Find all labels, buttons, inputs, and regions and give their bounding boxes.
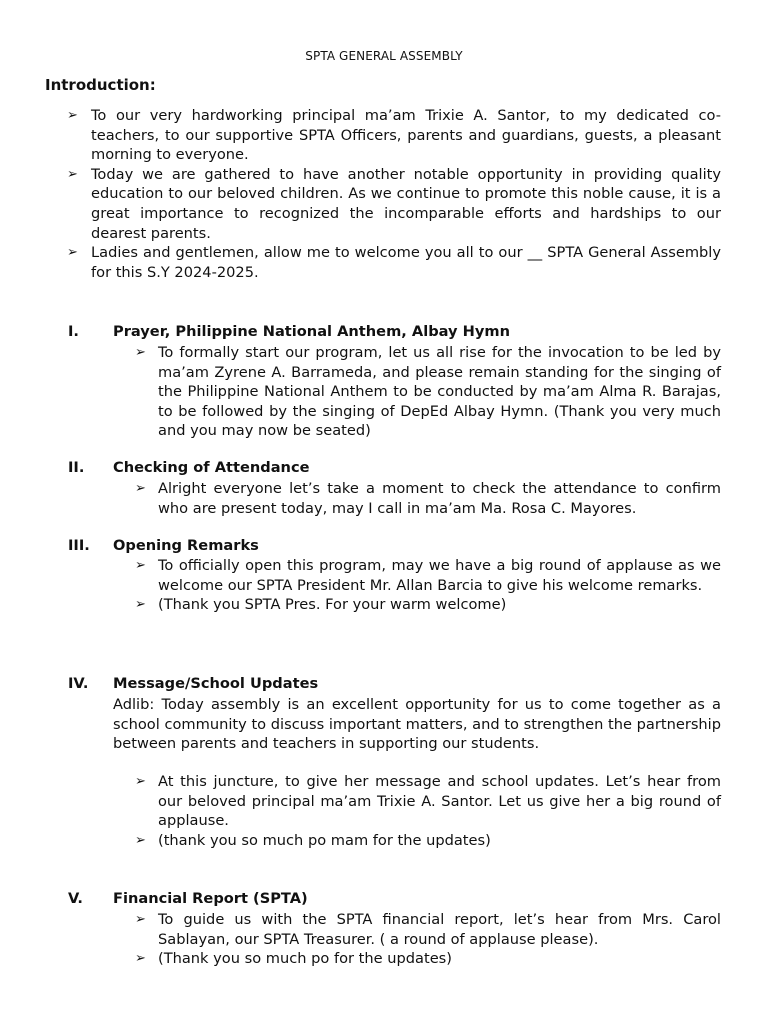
arrowhead-bullet-icon: ➢ bbox=[135, 774, 146, 789]
arrowhead-bullet-icon: ➢ bbox=[67, 166, 78, 182]
list-item-text: Today we are gathered to have another notable opportunity in providing quality education to our beloved children. As we continue to promote this noble cause, it is a great importance to recognized the incomparable efforts and hardships to our dearest parents. bbox=[91, 165, 721, 242]
list-item-text: To guide us with the SPTA financial report, let’s hear from Mrs. Carol Sablayan, our SPTA Treasurer. ( a round of applause please). bbox=[158, 911, 721, 948]
section-title: Message/School Updates bbox=[113, 675, 319, 692]
list-item bbox=[135, 479, 721, 518]
section-title: Checking of Attendance bbox=[113, 459, 310, 476]
section-number: II. bbox=[68, 459, 85, 476]
section-3-list bbox=[135, 556, 721, 615]
list-item-text: To formally start our program, let us all rise for the invocation to be led by ma’am Zyrene A. Barrameda, and please remain standing for the singing of the Philippine National Anthem to be conducted by ma’am Alma R. Barajas, to be followed by the singing of DepEd Albay Hymn. (Thank you very much and you may now be seated) bbox=[158, 344, 721, 440]
arrowhead-bullet-icon: ➢ bbox=[67, 245, 78, 261]
section-title: Opening Remarks bbox=[113, 537, 259, 554]
arrowhead-bullet-icon: ➢ bbox=[135, 558, 146, 573]
section-4-list bbox=[135, 772, 721, 850]
list-item-text: Alright everyone let’s take a moment to check the attendance to confirm who are present today, may I call in ma’am Ma. Rosa C. Mayores. bbox=[158, 480, 721, 517]
section-title: Financial Report (SPTA) bbox=[113, 890, 308, 907]
list-item-text: (thank you so much po mam for the updates) bbox=[158, 831, 491, 849]
list-item-text: (Thank you so much po for the updates) bbox=[158, 950, 452, 968]
section-number: I. bbox=[68, 323, 79, 340]
section-2-list bbox=[135, 479, 721, 518]
introduction-list bbox=[67, 106, 721, 282]
list-item bbox=[135, 772, 721, 831]
list-item-text: At this juncture, to give her message and school updates. Let’s hear from our beloved principal ma’am Trixie A. Santor. Let us give her a big round of applause. bbox=[158, 773, 721, 830]
arrowhead-bullet-icon: ➢ bbox=[135, 597, 146, 613]
arrowhead-bullet-icon: ➢ bbox=[135, 481, 146, 496]
list-item-text: To our very hardworking principal ma’am Trixie A. Santor, to my dedicated co-teachers, to our supportive SPTA Officers, parents and guardians, guests, a pleasant morning to everyone. bbox=[91, 107, 721, 164]
section-number: IV. bbox=[68, 675, 89, 692]
list-item bbox=[135, 556, 721, 595]
document-title: SPTA GENERAL ASSEMBLY bbox=[305, 49, 463, 63]
list-item bbox=[135, 949, 721, 969]
list-item bbox=[135, 910, 721, 949]
list-item-text: (Thank you SPTA Pres. For your warm welcome) bbox=[158, 596, 507, 614]
section-1-list bbox=[135, 343, 721, 441]
list-item-text: To officially open this program, may we have a big round of applause as we welcome our SPTA President Mr. Allan Barcia to give his welcome remarks. bbox=[158, 557, 721, 594]
list-item bbox=[135, 831, 721, 851]
list-item bbox=[67, 243, 721, 282]
adlib-paragraph: Adlib: Today assembly is an excellent opportunity for us to come together as a school community to discuss important matters, and to strengthen the partnership between parents and teachers in supporting our students. bbox=[113, 696, 721, 753]
arrowhead-bullet-icon: ➢ bbox=[135, 832, 146, 848]
arrowhead-bullet-icon: ➢ bbox=[135, 912, 146, 927]
list-item bbox=[135, 595, 721, 615]
arrowhead-bullet-icon: ➢ bbox=[67, 108, 78, 123]
section-number: V. bbox=[68, 890, 83, 907]
list-item-text: Ladies and gentlemen, allow me to welcome you all to our __ SPTA General Assembly for this S.Y 2024-2025. bbox=[91, 244, 721, 281]
section-5-list bbox=[135, 910, 721, 969]
section-number: III. bbox=[68, 537, 90, 554]
list-item bbox=[67, 165, 721, 243]
arrowhead-bullet-icon: ➢ bbox=[135, 345, 146, 360]
list-item bbox=[135, 343, 721, 441]
section-title: Prayer, Philippine National Anthem, Albay Hymn bbox=[113, 323, 510, 340]
list-item bbox=[67, 106, 721, 165]
introduction-heading: Introduction: bbox=[45, 76, 156, 94]
arrowhead-bullet-icon: ➢ bbox=[135, 951, 146, 967]
